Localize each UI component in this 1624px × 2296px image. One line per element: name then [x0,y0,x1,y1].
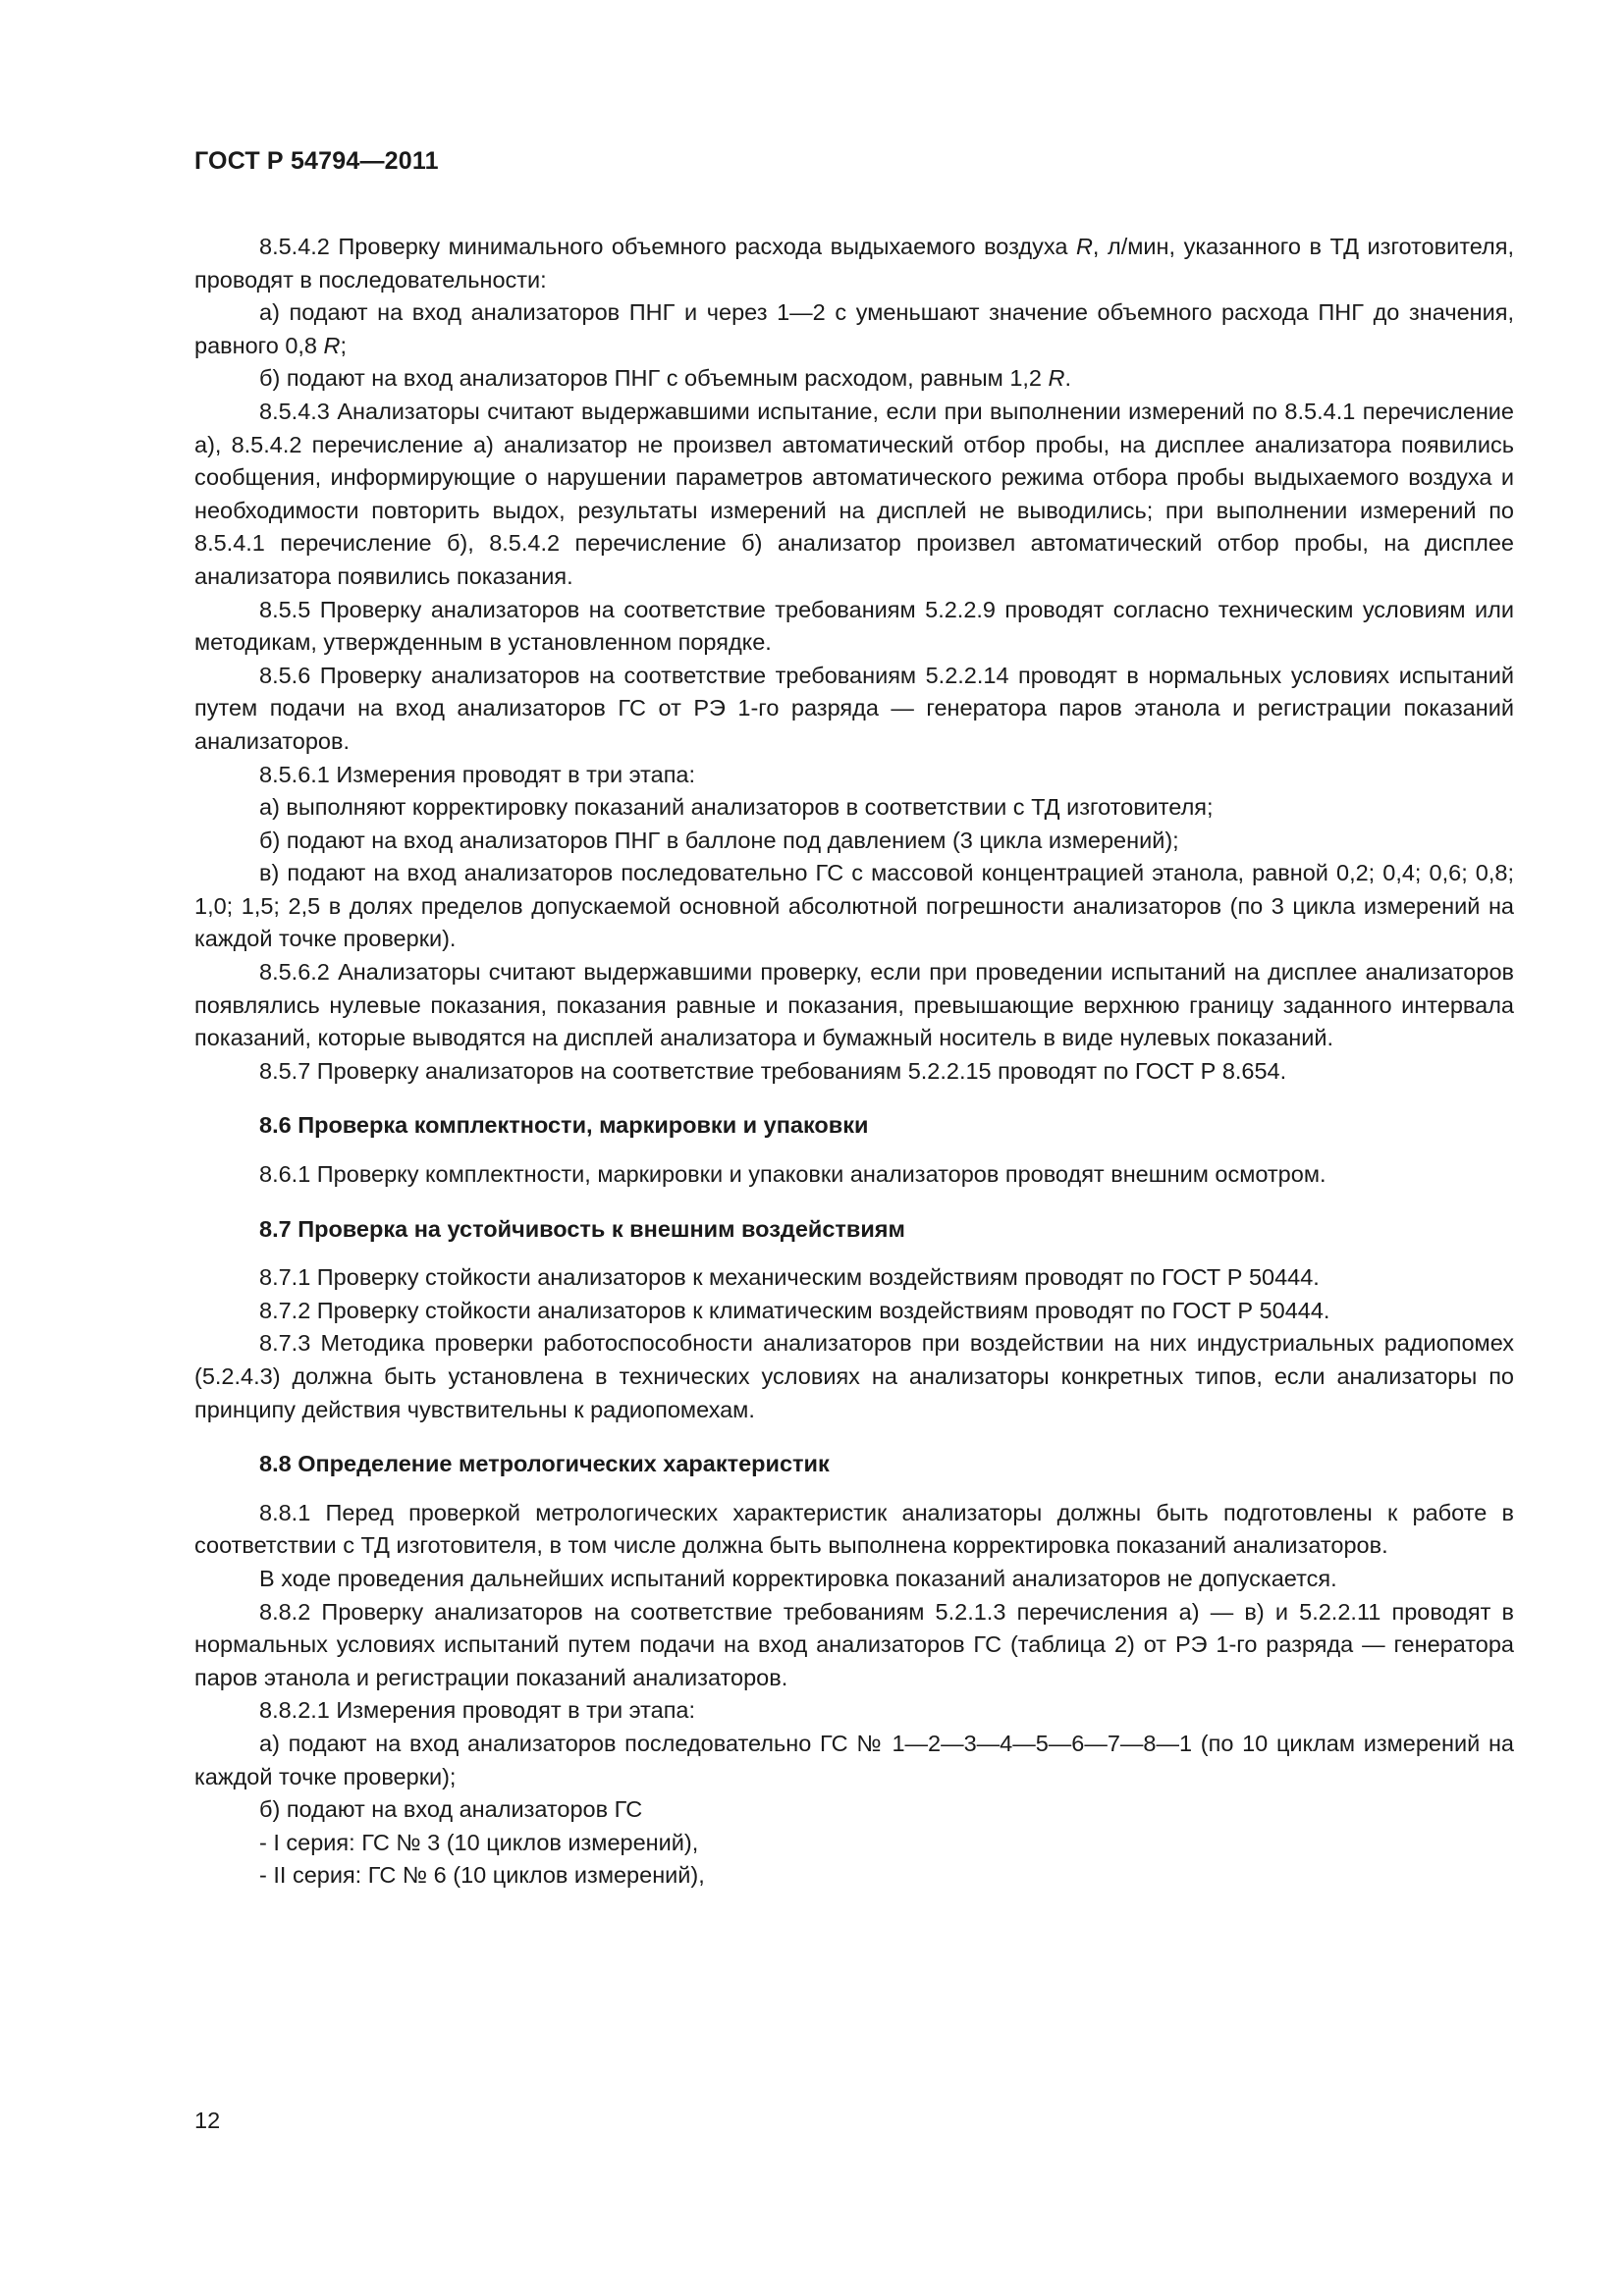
paragraph: - I серия: ГС № 3 (10 циклов измерений), [259,1829,699,1855]
paragraph: а) подают на вход анализаторов ПНГ и через 1—2 с уменьшают значение объемного расхода ПНГ до значения, равного 0,8 R; [194,299,1514,358]
document-page [194,147,1514,1893]
paragraph: б) подают на вход анализаторов ПНГ с объемным расходом, равным 1,2 R. [259,365,1072,392]
paragraph: 8.7.1 Проверку стойкости анализаторов к механическим воздействиям проводят по ГОСТ Р 50444. [259,1264,1320,1291]
section-heading: 8.7 Проверка на устойчивость к внешним воздействиям [259,1215,905,1242]
paragraph: 8.5.6.2 Анализаторы считают выдержавшими проверку, если при проведении испытаний на дисплее анализаторов появлялись нулевые показания, показания равные и показания, превышающие верхнюю границу заданного интервала показаний, которые выводятся на дисплей анализатора и бумажный носитель в виде нулевых показаний. [194,959,1514,1051]
paragraph: 8.8.1 Перед проверкой метрологических характеристик анализаторы должны быть подготовлены к работе в соответствии с ТД изготовителя, в том числе должна быть выполнена корректировка показаний анализаторов. [194,1499,1514,1559]
section-heading: 8.6 Проверка комплектности, маркировки и упаковки [259,1112,869,1139]
paragraph: 8.5.7 Проверку анализаторов на соответствие требованиям 5.2.2.15 проводят по ГОСТ Р 8.654. [259,1057,1287,1084]
paragraph: б) подают на вход анализаторов ГС [259,1796,643,1823]
paragraph: 8.7.2 Проверку стойкости анализаторов к климатическим воздействиям проводят по ГОСТ Р 50444. [259,1297,1330,1323]
document-body [194,231,1514,1893]
paragraph: 8.5.6.1 Измерения проводят в три этапа: [259,761,696,787]
paragraph: 8.5.4.3 Анализаторы считают выдержавшими испытание, если при выполнении измерений по 8.5.4.1 перечисление а), 8.5.4.2 перечисление а) анализатор не произвел автоматический отбор пробы, на дисплее анализатора появились сообщения, информирующие о нарушении параметров автоматического режима отбора пробы выдыхаемого воздуха и необходимости повторить выдох, результаты измерений на дисплей не выводились; при выполнении измерений по 8.5.4.1 перечисление б), 8.5.4.2 перечисление б) анализатор произвел автоматический отбор пробы, на дисплее анализатора появились показания. [194,398,1514,589]
paragraph: 8.8.2.1 Измерения проводят в три этапа: [259,1697,696,1724]
paragraph: в) подают на вход анализаторов последовательно ГС с массовой концентрацией этанола, равной 0,2; 0,4; 0,6; 0,8; 1,0; 1,5; 2,5 в долях пределов допускаемой основной абсолютной погрешности анализаторов (по 3 цикла измерений на каждой точке проверки). [194,860,1514,952]
paragraph: а) выполняют корректировку показаний анализаторов в соответствии с ТД изготовителя; [259,794,1214,821]
paragraph: 8.5.5 Проверку анализаторов на соответствие требованиям 5.2.2.9 проводят согласно техническим условиям или методикам, утвержденным в установленном порядке. [194,596,1514,656]
page-number: 12 [194,2108,221,2133]
paragraph: 8.5.6 Проверку анализаторов на соответствие требованиям 5.2.2.14 проводят в нормальных условиях испытаний путем подачи на вход анализаторов ГС от РЭ 1-го разряда — генератора паров этанола и регистрации показаний анализаторов. [194,662,1514,754]
paragraph: б) подают на вход анализаторов ПНГ в баллоне под давлением (3 цикла измерений); [259,827,1179,853]
paragraph: 8.7.3 Методика проверки работоспособности анализаторов при воздействии на них индустриальных радиопомех (5.2.4.3) должна быть установлена в технических условиях на анализаторы конкретных типов, если анализаторы по принципу действия чувствительны к радиопомехам. [194,1330,1514,1422]
paragraph: - II серия: ГС № 6 (10 циклов измерений), [259,1862,705,1889]
section-heading: 8.8 Определение метрологических характеристик [259,1451,830,1477]
paragraph: а) подают на вход анализаторов последовательно ГС № 1—2—3—4—5—6—7—8—1 (по 10 циклам измерений на каждой точке проверки); [194,1730,1514,1789]
paragraph: В ходе проведения дальнейших испытаний корректировка показаний анализаторов не допускается. [259,1565,1337,1591]
paragraph: 8.5.4.2 Проверку минимального объемного расхода выдыхаемого воздуха R, л/мин, указанного в ТД изготовителя, проводят в последовательности: [194,234,1514,293]
paragraph: 8.8.2 Проверку анализаторов на соответствие требованиям 5.2.1.3 перечисления а) — в) и 5.2.2.11 проводят в нормальных условиях испытаний путем подачи на вход анализаторов ГС (таблица 2) от РЭ 1-го разряда — генератора паров этанола и регистрации показаний анализаторов. [194,1598,1514,1690]
paragraph: 8.6.1 Проверку комплектности, маркировки и упаковки анализаторов проводят внешним осмотром. [259,1161,1326,1188]
document-header: ГОСТ Р 54794—2011 [194,147,439,175]
